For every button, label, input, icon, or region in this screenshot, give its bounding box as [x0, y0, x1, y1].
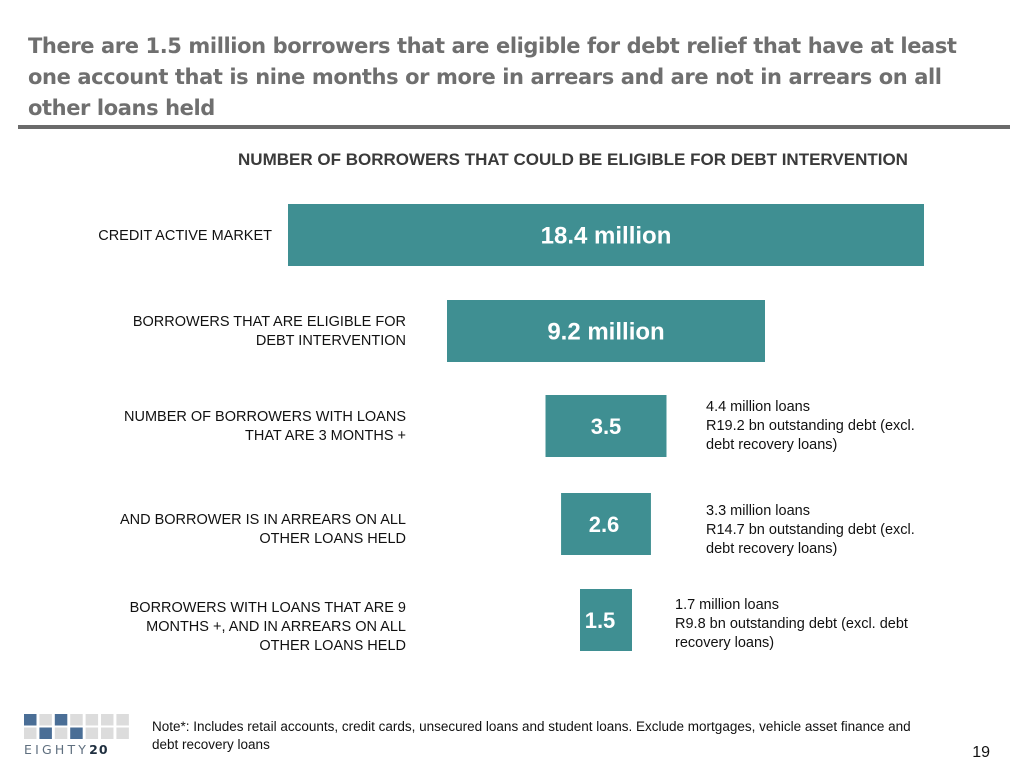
chart-title: NUMBER OF BORROWERS THAT COULD BE ELIGIBLE FOR DEBT INTERVENTION [238, 150, 908, 169]
bar-value-label-3: 3.5 [590, 413, 622, 439]
page-title: There are 1.5 million borrowers that are eligible for debt relief that have at least one account that is nine months or more in arrears and are not in arrears on all other loans held [28, 34, 957, 120]
annotation-3 [706, 398, 946, 455]
row-label-4: AND BORROWER IS IN ARREARS ON ALL OTHER LOANS HELD [119, 512, 406, 547]
logo-wordmark [24, 742, 109, 757]
annotation-5 [675, 596, 937, 653]
logo-square [86, 714, 99, 726]
logo-square [24, 728, 37, 740]
logo-square [116, 728, 128, 740]
annotation-4-line-1: 3.3 million loans [706, 503, 810, 519]
row-label-3: NUMBER OF BORROWERS WITH LOANS THAT ARE 3 MONTHS + [124, 409, 406, 444]
logo-square [70, 728, 83, 740]
annotation-3-line-2: R19.2 bn outstanding debt (excl. debt recovery loans) [706, 418, 915, 453]
logo-text-light: EIGHTY [24, 742, 90, 757]
logo-square [39, 728, 52, 740]
bar-value-label-2: 9.2 million [547, 318, 665, 346]
row-label-2: BORROWERS THAT ARE ELIGIBLE FOR DEBT INTERVENTION [132, 314, 406, 349]
annotation-4-line-2: R14.7 bn outstanding debt (excl. debt recovery loans) [706, 522, 915, 557]
logo-square [24, 714, 37, 726]
row-label-1: CREDIT ACTIVE MARKET [98, 228, 272, 244]
logo-square [116, 714, 128, 726]
page-number: 19 [972, 744, 990, 761]
annotation-5-line-2: R9.8 bn outstanding debt (excl. debt recovery loans) [675, 616, 908, 651]
logo-square [101, 714, 114, 726]
annotation-3-line-1: 4.4 million loans [706, 399, 810, 415]
bar-value-label-4: 2.6 [588, 511, 620, 537]
bar-value-label-5: 1.5 [584, 607, 616, 633]
logo-square [70, 714, 83, 726]
bar-value-label-1: 18.4 million [540, 222, 672, 250]
logo-square [39, 714, 52, 726]
logo-text-bold: 20 [89, 742, 109, 757]
logo-grid-icon [24, 714, 132, 740]
row-label-5: BORROWERS WITH LOANS THAT ARE 9 MONTHS +, AND IN ARREARS ON ALL OTHER LOANS HELD [129, 600, 406, 654]
annotation-5-line-1: 1.7 million loans [675, 597, 779, 613]
logo-square [86, 728, 99, 740]
logo-square [55, 714, 68, 726]
footnote: Note*: Includes retail accounts, credit cards, unsecured loans and student loans. Exclude mortgages, vehicle asset finance and debt recovery loans [152, 719, 911, 752]
eighty20-logo [24, 714, 132, 760]
logo-square [101, 728, 114, 740]
logo-square [55, 728, 68, 740]
annotation-4 [706, 502, 946, 559]
